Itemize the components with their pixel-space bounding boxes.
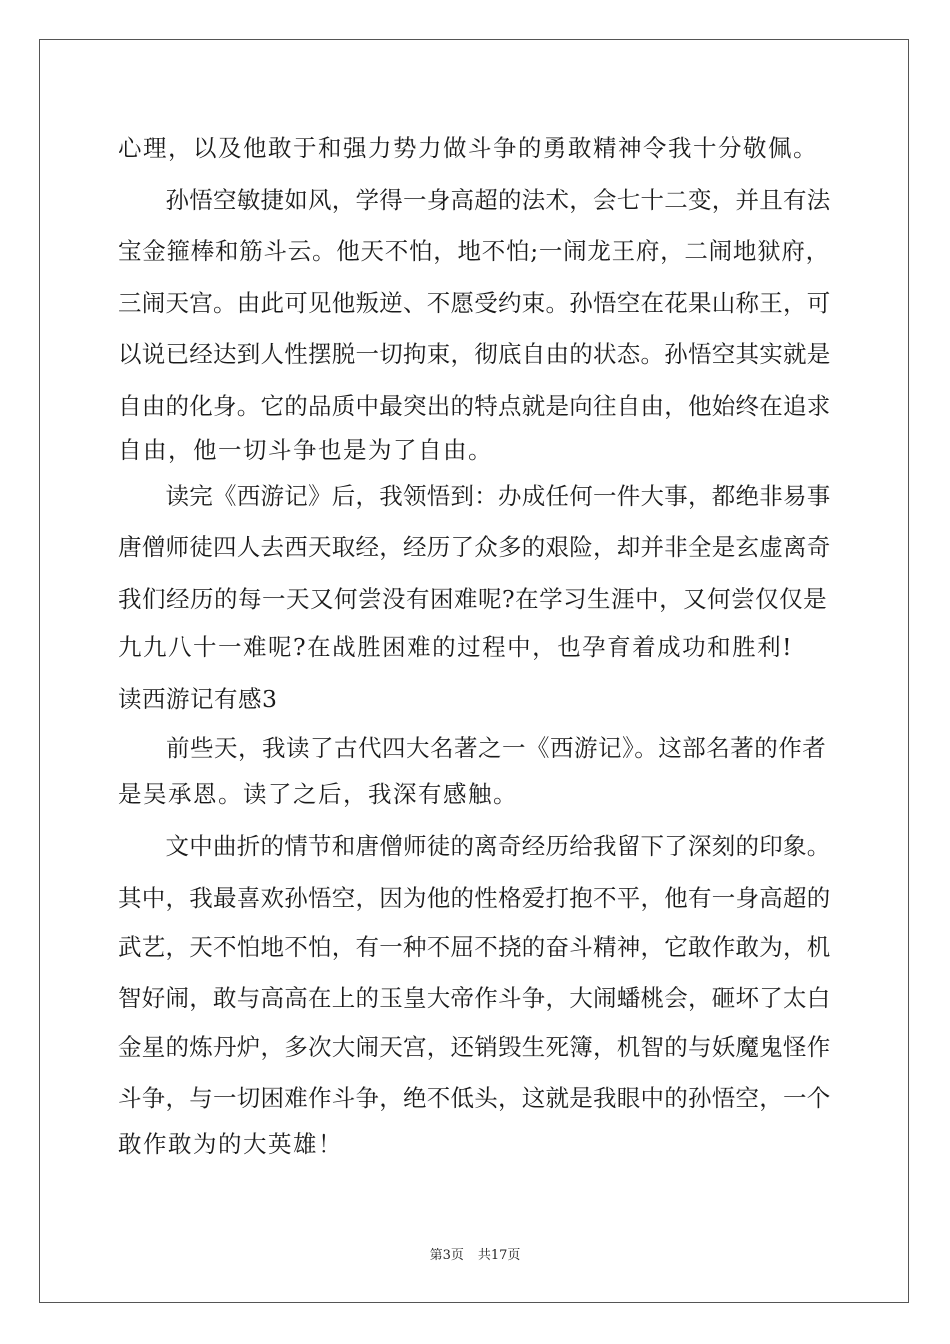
text-line: 三闹天宫。由此可见他叛逆、不愿受约束。孙悟空在花果山称王，可 (118, 289, 831, 317)
text-line: 以说已经达到人性摆脱一切拘束，彻底自由的状态。孙悟空其实就是 (118, 340, 831, 368)
page-total: 共17页 (477, 1248, 521, 1263)
text-line: 其中，我最喜欢孙悟空，因为他的性格爱打抱不平，他有一身高超的 (118, 884, 831, 912)
text-line: 前些天，我读了古代四大名著之一《西游记》。这部名著的作者 (118, 734, 827, 762)
page-number: 第3页 (429, 1248, 464, 1263)
page-border (39, 39, 909, 1303)
text-line: 武艺，天不怕地不怕，有一种不屈不挠的奋斗精神，它敢作敢为，机 (118, 933, 831, 961)
text-line: 我们经历的每一天又何尝没有困难呢?在学习生涯中，又何尝仅仅是 (118, 585, 828, 613)
text-line: 文中曲折的情节和唐僧师徒的离奇经历给我留下了深刻的印象。 (118, 832, 831, 860)
text-line: 金星的炼丹炉，多次大闹天宫，还销毁生死簿，机智的与妖魔鬼怪作 (118, 1033, 831, 1061)
section-heading: 读西游记有感3 (118, 685, 278, 713)
text-line: 九九八十一难呢?在战胜困难的过程中，也孕育着成功和胜利! (118, 633, 794, 661)
text-line: 宝金箍棒和筋斗云。他天不怕，地不怕;一闹龙王府，二闹地狱府， (118, 237, 830, 265)
text-line: 斗争，与一切困难作斗争，绝不低头，这就是我眼中的孙悟空，一个 (118, 1084, 831, 1112)
text-line: 智好闹，敢与高高在上的玉皇大帝作斗争，大闹蟠桃会，砸坏了太白 (118, 984, 831, 1012)
text-line: 自由，他一切斗争也是为了自由。 (118, 436, 493, 464)
text-line: 自由的化身。它的品质中最突出的特点就是向往自由，他始终在追求 (118, 392, 831, 420)
text-line: 读完《西游记》后，我领悟到：办成任何一件大事，都绝非易事 (118, 482, 831, 510)
text-line: 敢作敢为的大英雄！ (118, 1130, 343, 1158)
text-line: 孙悟空敏捷如风，学得一身高超的法术，会七十二变，并且有法 (118, 186, 831, 214)
text-line: 心理，以及他敢于和强力势力做斗争的勇敢精神令我十分敬佩。 (118, 134, 818, 162)
text-line: 是吴承恩。读了之后，我深有感触。 (118, 780, 518, 808)
text-line: 唐僧师徒四人去西天取经，经历了众多的艰险，却并非全是玄虚离奇 (118, 533, 831, 561)
page-footer (0, 1248, 950, 1264)
